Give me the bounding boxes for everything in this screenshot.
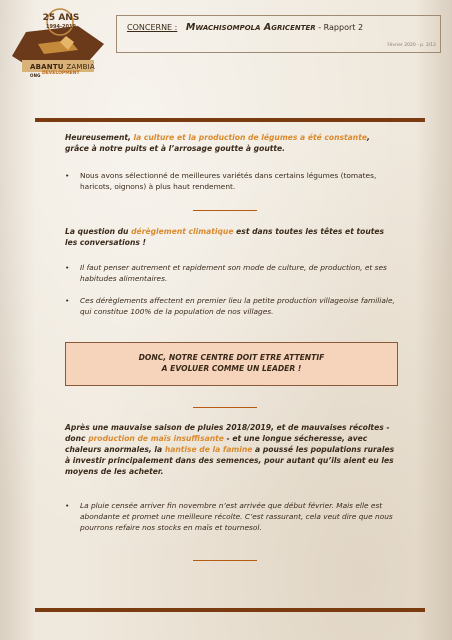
callout-box [65, 342, 398, 386]
bullet-dot-icon: • [65, 171, 70, 180]
section3-bullet-1-text: La pluie censée arriver fin novembre n’est arrivée que début février. Mais elle est abondante et promet une meilleure récolte. C’est rassurant, cela veut dire que nous pourrons refaire nos stocks en maïs et tournesol. [80, 501, 393, 532]
section1-highlight: la culture et la production de légumes a été constante [133, 133, 367, 142]
section3-highlight-2: hantise de la famine [164, 445, 253, 454]
logo-name-rest: ZAMBIA [66, 63, 95, 71]
abantu-zambia-logo [8, 6, 108, 76]
logo-suffix: ONG [30, 73, 41, 78]
section3-highlight-1: production de maïs insuffisante [88, 434, 224, 443]
content-panel [35, 118, 425, 612]
section1-intro [65, 132, 395, 154]
logo-anniversary-text: 25 ANS [42, 13, 80, 23]
section1-bullet-1-text: Nous avons sélectionné de meilleures variétés dans certains légumes (tomates, haricots, oignons) à plus haut rendement. [80, 171, 377, 191]
logo-anniversary [38, 14, 84, 31]
callout-line-1: DONC, NOTRE CENTRE DOIT ETRE ATTENTIF [138, 353, 325, 362]
logo-subtitle: DEVELOPMENT [42, 71, 80, 76]
section2-intro-pre: La question du [65, 227, 132, 236]
section3-text-1: Après une mauvaise saison de pluies 2018/2019, et de mauvaises récoltes - donc [65, 423, 390, 443]
bullet-dot-icon: • [65, 263, 70, 272]
section3-bullet-1 [65, 500, 395, 533]
callout-line-2: A EVOLUER COMME UN LEADER ! [161, 364, 302, 373]
section2-bullet-1 [65, 262, 395, 284]
header-date: Février 2020 - p. 3/12 [387, 43, 436, 48]
section2-highlight: dérèglement climatique [131, 227, 234, 236]
separator-3 [193, 560, 257, 561]
logo-years: 1994-2019 [46, 24, 76, 30]
header-report: - Rapport 2 [315, 23, 364, 32]
section1-intro-post: , grâce à notre puits et à l’arrosage goutte à goutte. [65, 133, 370, 153]
logo-name-bold: ABANTU [30, 63, 64, 71]
bullet-dot-icon: • [65, 501, 70, 510]
separator-2 [193, 407, 257, 408]
header-org: Mwachisompola Agricenter [185, 22, 316, 33]
section2-bullet-2-text: Ces dérèglements affectent en premier lieu la petite production villageoise familiale, qui constitue 100% de la population de nos villages. [80, 296, 395, 316]
section2-bullet-1-text: Il faut penser autrement et rapidement son mode de culture, de production, et ses habitudes alimentaires. [80, 263, 387, 283]
header-title-line [127, 22, 363, 33]
section2-bullet-2 [65, 295, 395, 317]
section2-intro-post: est dans toutes les têtes et toutes les conversations ! [65, 227, 385, 247]
section3-text-3: a poussé les populations rurales à investir principalement dans des semences, pour autant qu’ils aient eu les moyens de les acheter. [65, 445, 395, 476]
section1-bullet-1 [65, 170, 395, 192]
report-header [116, 15, 441, 53]
section2-intro [65, 226, 395, 248]
separator-1 [193, 210, 257, 211]
section1-intro-pre: Heureusement, [65, 133, 134, 142]
section3-intro [65, 422, 395, 477]
bullet-dot-icon: • [65, 296, 70, 305]
header-label: CONCERNE : [127, 23, 178, 32]
section3-text-2: - et une longue sécheresse, avec chaleurs anormales, la [65, 434, 368, 454]
